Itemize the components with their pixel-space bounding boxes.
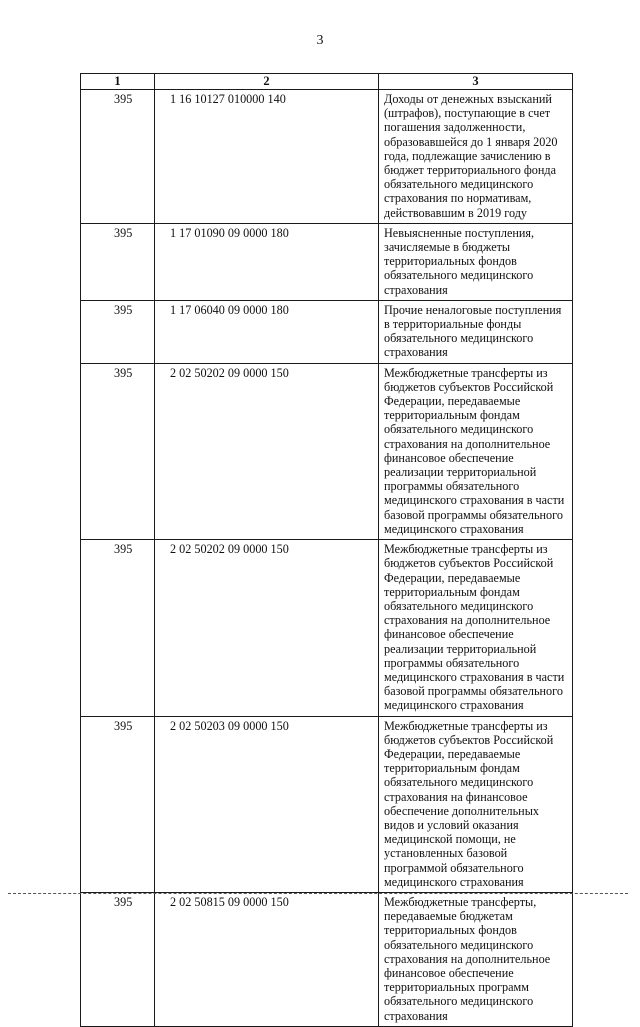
admin-code-cell: 395	[81, 716, 155, 892]
table-row	[81, 363, 573, 539]
budget-code-cell: 2 02 50202 09 0000 150	[155, 363, 379, 539]
table-row	[81, 90, 573, 224]
admin-code-cell: 395	[81, 90, 155, 224]
admin-code-cell: 395	[81, 223, 155, 300]
revenue-name-cell: Межбюджетные трансферты из бюджетов субъектов Российской Федерации, передаваемые территориальным фондам обязательного медицинского страхования на дополнительное финансовое обеспечение реализации территориальной программы обязательного медицинского страхования в части базовой программы обязательного медицинского страхования	[379, 363, 573, 539]
revenue-codes-table	[80, 73, 573, 1027]
column-header-3: 3	[379, 74, 573, 90]
admin-code-cell: 395	[81, 363, 155, 539]
budget-code-cell: 1 16 10127 010000 140	[155, 90, 379, 224]
revenue-name-cell: Прочие неналоговые поступления в территориальные фонды обязательного медицинского страхования	[379, 300, 573, 363]
revenue-name-cell: Межбюджетные трансферты из бюджетов субъектов Российской Федерации, передаваемые территориальным фондам обязательного медицинского страхования на финансовое обеспечение дополнительных видов и условий оказания медицинской помощи, не установленных базовой программой обязательного медицинского страхования	[379, 716, 573, 892]
revenue-name-cell: Невыясненные поступления, зачисляемые в бюджеты территориальных фондов обязательного медицинского страхования	[379, 223, 573, 300]
table-row	[81, 540, 573, 716]
table-row	[81, 300, 573, 363]
revenue-name-cell: Доходы от денежных взысканий (штрафов), поступающие в счет погашения задолженности, образовавшейся до 1 января 2020 года, подлежащие зачислению в бюджет территориального фонда обязательного медицинского страхования по нормативам, действовавшим в 2019 году	[379, 90, 573, 224]
footer-divider	[8, 893, 628, 894]
table-row	[81, 716, 573, 892]
admin-code-cell: 395	[81, 892, 155, 1026]
admin-code-cell: 395	[81, 300, 155, 363]
budget-code-cell: 2 02 50203 09 0000 150	[155, 716, 379, 892]
revenue-name-cell: Межбюджетные трансферты из бюджетов субъектов Российской Федерации, передаваемые территориальным фондам обязательного медицинского страхования на дополнительное финансовое обеспечение реализации территориальной программы обязательного медицинского страхования в части базовой программы обязательного медицинского страхования	[379, 540, 573, 716]
budget-code-cell: 1 17 06040 09 0000 180	[155, 300, 379, 363]
table-row	[81, 223, 573, 300]
page-number: 3	[316, 33, 324, 48]
table-row	[81, 892, 573, 1026]
table-header-row	[81, 74, 573, 90]
budget-code-cell: 1 17 01090 09 0000 180	[155, 223, 379, 300]
revenue-name-cell: Межбюджетные трансферты, передаваемые бюджетам территориальных фондов обязательного медицинского страхования на дополнительное финансовое обеспечение территориальных программ обязательного медицинского страхования	[379, 892, 573, 1026]
column-header-1: 1	[81, 74, 155, 90]
column-header-2: 2	[155, 74, 379, 90]
budget-code-cell: 2 02 50815 09 0000 150	[155, 892, 379, 1026]
admin-code-cell: 395	[81, 540, 155, 716]
budget-code-cell: 2 02 50202 09 0000 150	[155, 540, 379, 716]
